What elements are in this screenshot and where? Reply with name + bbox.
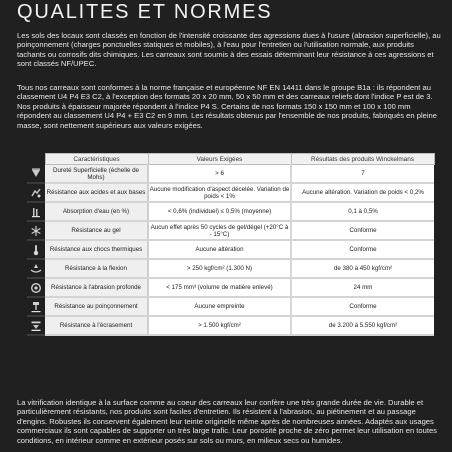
row-label: Résistance au poinçonnement bbox=[45, 297, 148, 316]
row-result: Conforme bbox=[291, 297, 434, 316]
row-required: Aucune altération bbox=[148, 240, 291, 259]
row-required: < 0,6% (individuel) ≤ 0,5% (moyenne) bbox=[148, 202, 291, 221]
header-characteristics: Caractéristiques bbox=[45, 154, 148, 165]
acid-resistance-icon bbox=[30, 187, 42, 199]
header-icon-spacer bbox=[27, 154, 45, 165]
abrasion-icon bbox=[30, 282, 42, 294]
row-label: Résistance aux acides et aux bases bbox=[45, 183, 148, 202]
table-row bbox=[27, 221, 434, 240]
crushing-icon bbox=[30, 320, 42, 332]
row-result: Aucune altération. Variation de poids < 0,2% bbox=[291, 183, 434, 202]
table-row bbox=[27, 183, 434, 202]
water-absorption-icon bbox=[30, 206, 42, 218]
table-row bbox=[27, 240, 434, 259]
row-required: < 175 mm³ (volume de matière enlevé) bbox=[148, 278, 291, 297]
flexion-icon bbox=[30, 263, 42, 275]
row-label: Résistance à l'abrasion profonde bbox=[45, 278, 148, 297]
row-result: 24 mm bbox=[291, 278, 434, 297]
row-required: Aucun effet après 50 cycles de gel/dégel (+20°C à - 15°C) bbox=[148, 221, 291, 240]
table-row bbox=[27, 316, 434, 335]
table-header-row bbox=[27, 154, 434, 165]
row-result: Conforme bbox=[291, 221, 434, 240]
row-result: 7 bbox=[291, 165, 434, 184]
row-label: Résistance à l'écrasement bbox=[45, 316, 148, 335]
snowflake-icon bbox=[30, 225, 42, 237]
row-result: de 3.200 à 5.550 kgf/cm² bbox=[291, 316, 434, 335]
punch-icon bbox=[30, 301, 42, 313]
table-row bbox=[27, 259, 434, 278]
row-required: > 250 kgf/cm² (1.300 N) bbox=[148, 259, 291, 278]
specifications-table bbox=[27, 153, 434, 336]
thermal-shock-icon bbox=[30, 244, 42, 256]
intro-paragraph: Les sols des locaux sont classés en fonction de l'intensité croissante des agressions dues à l'usure (abrasion superficielle), au poinçonnement (charges ponctuelles statiques et mobiles), à l'eau pour l'entretien ou l'utilisation normale, aux produits tachants ou corrosifs dits chimiques. Les carreaux sont soumis à des essais déterminant leur résistance à ces agressions et sont classés NF/UPEC. bbox=[17, 31, 441, 69]
row-label: Résistance au gel bbox=[45, 221, 148, 240]
row-required: Aucune empreinte bbox=[148, 297, 291, 316]
row-required: Aucune modification d'aspect décelée. Variation de poids < 1% bbox=[148, 183, 291, 202]
row-required: > 6 bbox=[148, 165, 291, 184]
row-label: Résistance aux chocs thermiques bbox=[45, 240, 148, 259]
row-result: 0,1 à 0,5% bbox=[291, 202, 434, 221]
header-product-results: Résultats des produits Winckelmans bbox=[291, 154, 434, 165]
hardness-icon bbox=[30, 167, 42, 179]
header-required-values: Valeurs Exigées bbox=[148, 154, 291, 165]
row-result: Conforme bbox=[291, 240, 434, 259]
row-required: > 1.500 kgf/cm² bbox=[148, 316, 291, 335]
table-row bbox=[27, 165, 434, 184]
closing-paragraph: La vitrification identique à la surface comme au coeur des carreaux leur confère une très grande durée de vie. Durable et particulièrement résistants, nos produits sont faciles d'entretien. Ils résistent à l'abrasion, au piétinement et au passage d'engins. Robustes ils conservent également leur teinte originelle même après de nombreuses années. Adaptés aux usages commerciaux ils sont capables de supporter un très large trafic. Leur porosité proche de zéro permet leur utilisation en toutes conditions, en intérieur comme en extérieur posés sur sols ou murs, en milieux secs ou humides. bbox=[17, 398, 437, 445]
norms-paragraph: Tous nos carreaux sont conformes à la norme française et européenne NF EN 14411 dans le groupe B1a : ils répondent au classement U4 P4 E3 C2, à l'exception des formats 20 x 20 mm, 50 x 50 mm et des carreaux reliefs dont l'indice P est de 3. Nos produits à épaisseur majorée répondent à l'indice P4 S. Certains de nos formats 150 x 150 mm et 100 x 100 mm répondent au classement U4 P4 + E3 C2 en 9 mm. Les résultats obtenus par l'ensemble de nos produits, fabriqués en pleine masse, sont nettement supérieurs aux valeurs exigées. bbox=[17, 83, 437, 130]
table-row bbox=[27, 278, 434, 297]
row-result: de 380 à 450 kgf/cm² bbox=[291, 259, 434, 278]
page-title: QUALITES ET NORMES bbox=[17, 1, 273, 23]
row-label: Résistance à la flexion bbox=[45, 259, 148, 278]
table-row bbox=[27, 297, 434, 316]
row-label: Dureté Superficielle (échelle de Mohs) bbox=[45, 165, 148, 184]
row-label: Absorption d'eau (en %) bbox=[45, 202, 148, 221]
table-row bbox=[27, 202, 434, 221]
